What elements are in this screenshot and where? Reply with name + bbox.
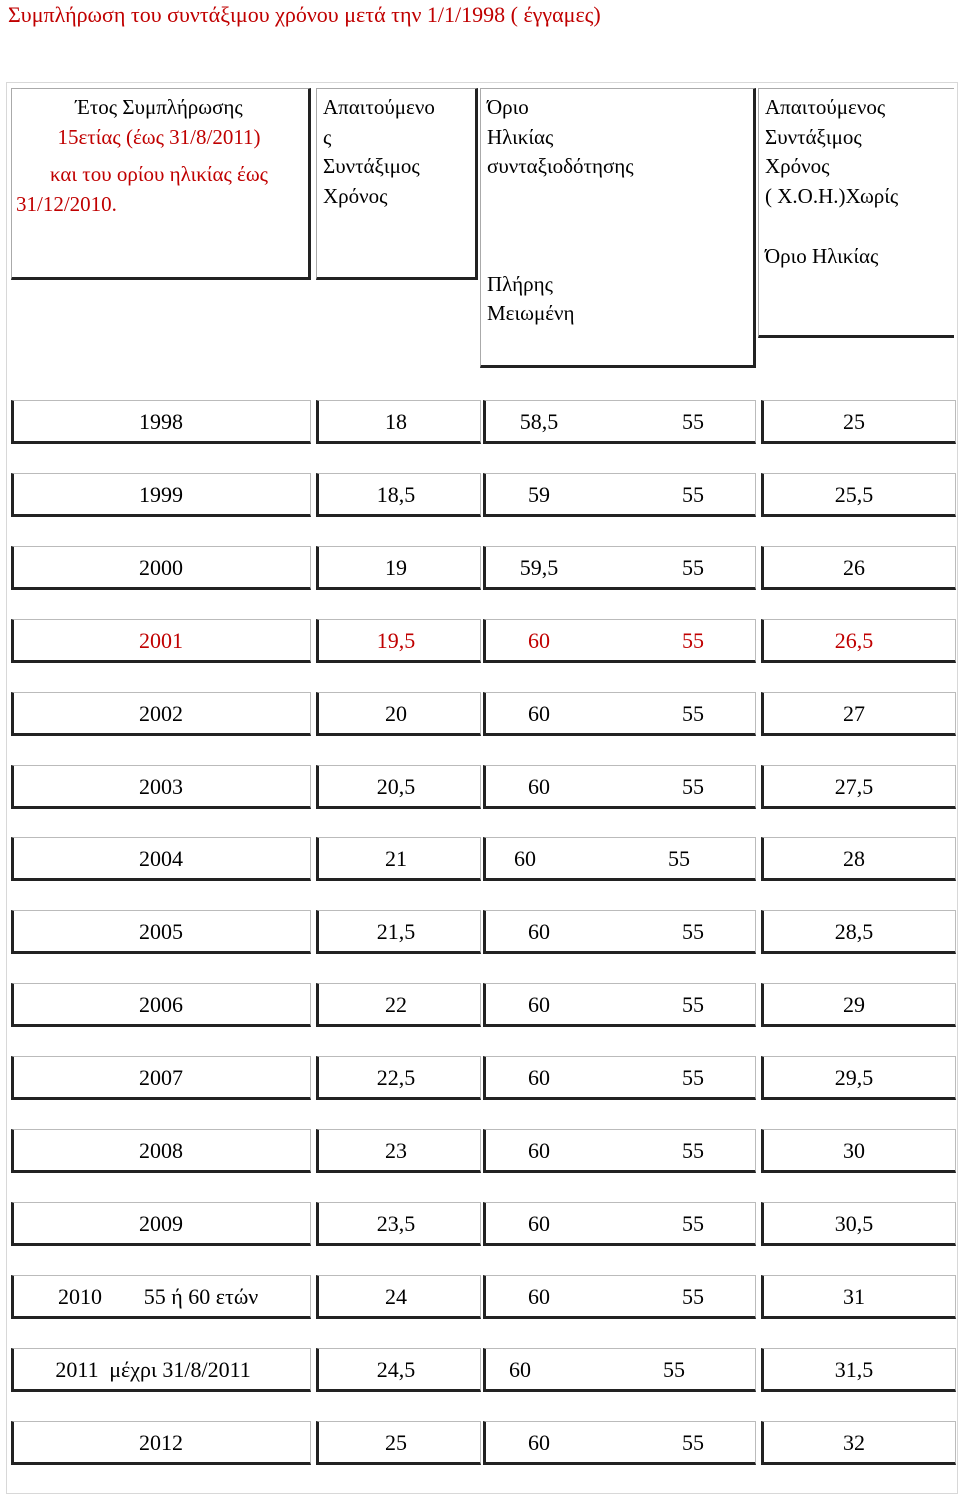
required-time-cell: 22,5 [376, 1065, 416, 1090]
table-cell [483, 619, 756, 663]
header-col2-line3: Συντάξιμος [323, 154, 420, 178]
header-col1-line4: 31/12/2010. [16, 191, 117, 216]
header-col2-line2: ς [323, 124, 332, 149]
table-row [11, 546, 956, 590]
no-age-limit-cell: 32 [843, 1430, 865, 1455]
table-row [11, 619, 956, 663]
no-age-limit-cell: 25,5 [834, 482, 874, 507]
year-cell: 2005 [139, 919, 183, 944]
header-col2-line4: Χρόνος [323, 183, 388, 208]
year-cell: 2010 [58, 1284, 102, 1309]
header-required-time [316, 88, 478, 280]
required-time-cell: 23 [385, 1138, 407, 1163]
header-col3-line3: συνταξιοδότησης [487, 154, 634, 178]
no-age-limit-cell: 26,5 [834, 628, 874, 653]
table-row [11, 765, 956, 809]
full-age-cell: 59,5 [519, 555, 559, 580]
table-cell [483, 1056, 756, 1100]
year-cell: 2000 [139, 555, 183, 580]
year-cell: 2003 [139, 774, 183, 799]
table-cell [483, 1202, 756, 1246]
no-age-limit-cell: 30,5 [834, 1211, 874, 1236]
no-age-limit-cell: 27,5 [834, 774, 874, 799]
full-age-cell: 59 [528, 482, 550, 507]
reduced-age-cell: 55 [682, 1065, 704, 1090]
full-age-cell: 60 [528, 1138, 550, 1163]
year-note: 55 ή 60 ετών [143, 1284, 259, 1309]
table-row [11, 1421, 956, 1465]
no-age-limit-cell: 31 [843, 1284, 865, 1309]
table-row [11, 1275, 956, 1319]
required-time-cell: 19,5 [376, 628, 416, 653]
reduced-age-cell: 55 [682, 482, 704, 507]
full-age-cell: 60 [514, 846, 536, 871]
header-col4-line1: Απαιτούμενος [765, 95, 886, 119]
table-cell [483, 1129, 756, 1173]
full-age-cell: 60 [528, 701, 550, 726]
no-age-limit-cell: 31,5 [834, 1357, 874, 1382]
required-time-cell: 21 [385, 846, 407, 871]
table-cell [483, 1275, 756, 1319]
page-title: Συμπλήρωση του συντάξιμου χρόνου μετά την 1/1/1998 ( έγγαμες) [8, 2, 601, 27]
full-age-cell: 60 [528, 1065, 550, 1090]
year-cell: 2001 [139, 628, 183, 653]
year-cell: 1998 [139, 409, 183, 434]
header-col4-line4: ( Χ.Ο.Η.)Χωρίς [765, 183, 899, 208]
header-col4-line2: Συντάξιμος [765, 124, 862, 149]
table-row [11, 837, 956, 881]
header-col1-line3: και του ορίου ηλικίας έως [50, 162, 268, 186]
header-col3-line4: Πλήρης [487, 271, 553, 296]
full-age-cell: 60 [528, 628, 550, 653]
reduced-age-cell: 55 [682, 992, 704, 1017]
no-age-limit-cell: 28,5 [834, 919, 874, 944]
year-cell: 2006 [139, 992, 183, 1017]
header-col3-line5: Μειωμένη [487, 301, 575, 325]
required-time-cell: 22 [385, 992, 407, 1017]
required-time-cell: 21,5 [376, 919, 416, 944]
table-row [11, 692, 956, 736]
required-time-cell: 23,5 [376, 1211, 416, 1236]
header-col3-line1: Όριο [487, 95, 529, 119]
required-time-cell: 24 [385, 1284, 407, 1309]
year-cell: 2002 [139, 701, 183, 726]
header-col1-line2: 15ετίας (έως 31/8/2011) [57, 124, 261, 149]
full-age-cell: 60 [528, 774, 550, 799]
table-row [11, 910, 956, 954]
table-row [11, 1056, 956, 1100]
year-cell: 2008 [139, 1138, 183, 1163]
full-age-cell: 60 [528, 992, 550, 1017]
required-time-cell: 20 [385, 701, 407, 726]
reduced-age-cell: 55 [682, 628, 704, 653]
no-age-limit-cell: 26 [843, 555, 865, 580]
table-cell [483, 765, 756, 809]
reduced-age-cell: 55 [682, 1284, 704, 1309]
header-col4-line5: Όριο Ηλικίας [765, 244, 879, 268]
year-cell: 2007 [139, 1065, 183, 1090]
no-age-limit-cell: 28 [843, 846, 865, 871]
year-cell: 2011 [55, 1357, 99, 1382]
table-row [11, 983, 956, 1027]
reduced-age-cell: 55 [682, 555, 704, 580]
header-col4-line3: Χρόνος [765, 154, 830, 178]
table-cell [483, 1421, 756, 1465]
table-cell [483, 473, 756, 517]
reduced-age-cell: 55 [682, 701, 704, 726]
header-col1-line1: Έτος Συμπλήρωσης [75, 95, 243, 119]
year-cell: 2004 [139, 846, 183, 871]
table-cell [483, 692, 756, 736]
reduced-age-cell: 55 [682, 1138, 704, 1163]
reduced-age-cell: 55 [663, 1357, 685, 1382]
no-age-limit-cell: 30 [843, 1138, 865, 1163]
required-time-cell: 18,5 [376, 482, 416, 507]
year-note: μέχρι 31/8/2011 [109, 1357, 251, 1382]
no-age-limit-cell: 27 [843, 701, 865, 726]
header-col3-line2: Ηλικίας [487, 124, 554, 149]
table-cell [483, 910, 756, 954]
required-time-cell: 24,5 [376, 1357, 416, 1382]
table-row [11, 473, 956, 517]
year-cell: 2012 [139, 1430, 183, 1455]
reduced-age-cell: 55 [682, 409, 704, 434]
table-row [11, 400, 956, 444]
reduced-age-cell: 55 [682, 1211, 704, 1236]
header-year-completion [11, 88, 311, 280]
reduced-age-cell: 55 [682, 919, 704, 944]
no-age-limit-cell: 29,5 [834, 1065, 874, 1090]
full-age-cell: 60 [528, 1430, 550, 1455]
full-age-cell: 60 [509, 1357, 531, 1382]
table-row [11, 1348, 956, 1392]
full-age-cell: 60 [528, 919, 550, 944]
full-age-cell: 60 [528, 1284, 550, 1309]
required-time-cell: 25 [385, 1430, 407, 1455]
table-cell [483, 983, 756, 1027]
no-age-limit-cell: 25 [843, 409, 865, 434]
full-age-cell: 60 [528, 1211, 550, 1236]
header-col2-line1: Απαιτούμενο [323, 95, 435, 119]
year-cell: 2009 [139, 1211, 183, 1236]
year-cell: 1999 [139, 482, 183, 507]
no-age-limit-cell: 29 [843, 992, 865, 1017]
header-no-age-limit [758, 88, 954, 338]
header-age-limit [480, 88, 756, 368]
reduced-age-cell: 55 [682, 774, 704, 799]
reduced-age-cell: 55 [682, 1430, 704, 1455]
required-time-cell: 19 [385, 555, 407, 580]
table-row [11, 1129, 956, 1173]
full-age-cell: 58,5 [519, 409, 559, 434]
required-time-cell: 20,5 [376, 774, 416, 799]
table-row [11, 1202, 956, 1246]
reduced-age-cell: 55 [668, 846, 690, 871]
required-time-cell: 18 [385, 409, 407, 434]
